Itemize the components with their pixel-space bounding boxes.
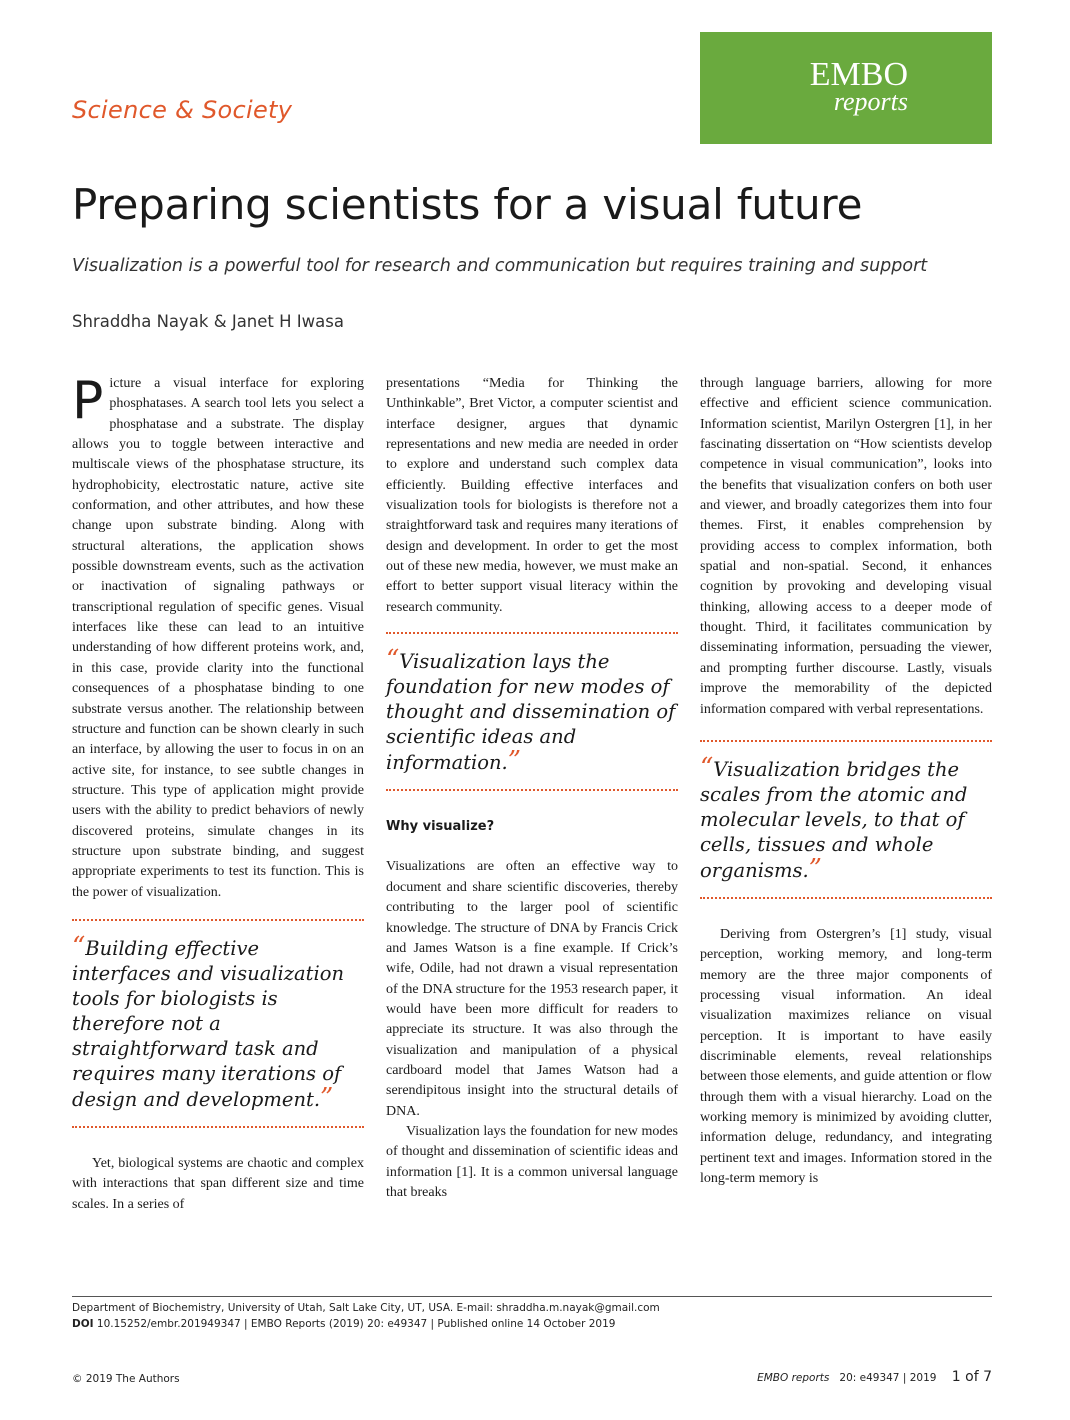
col1-paragraph-2: Yet, biological systems are chaotic and complex with interactions that span different size and time scales. In a series of bbox=[72, 1155, 364, 1212]
article-authors: Shraddha Nayak & Janet H Iwasa bbox=[72, 312, 344, 331]
article-subtitle: Visualization is a powerful tool for research and communication but requires training and support bbox=[72, 256, 928, 276]
footer-affiliation-block bbox=[72, 1300, 660, 1332]
col3-paragraph-1: through language barriers, allowing for more effective and efficient science communication. Information scientist, Marilyn Ostergren [1], in her fascinating dissertation on “How scientists develop competence in visual communication”, looks into the benefits that visualization confers on both user and viewer, and broadly categorizes them into four themes. First, it enables comprehension by providing access to complex information, both spatial and non-spatial. Second, it enhances cognition by provoking and developing visual thinking, allowing access to a deeper mode of thought. Third, it facilitates communication by disseminating information, persuading the viewer, and prompting further discourse. Lastly, visuals improve the memorability of the depicted information compared with verbal representations. bbox=[700, 376, 992, 717]
divider bbox=[700, 740, 992, 742]
section-label: Science & Society bbox=[72, 96, 293, 124]
copyright: © 2019 The Authors bbox=[72, 1373, 180, 1385]
column-1 bbox=[72, 371, 364, 1215]
divider bbox=[72, 1126, 364, 1128]
column-2 bbox=[386, 374, 678, 1203]
column-3 bbox=[700, 374, 992, 1189]
close-quote-mark: ” bbox=[808, 853, 822, 884]
pull-quote-1-text: Building effective interfaces and visualization tools for biologists is therefore not a straightforward task and requires many iterations of design and development. bbox=[72, 936, 345, 1111]
divider bbox=[72, 919, 364, 921]
col2-paragraph-2: Visualizations are often an effective way to document and share scientific discoveries, thereby contributing to the larger pool of scientific knowledge. The structure of DNA by Francis Crick and James Watson is a fine example. If Crick’s wife, Odile, had not drawn a visual representation of the DNA structure for the 1953 research paper, it would have been more difficult for readers to appreciate its structure. It was also through the visualization and manipulation of a physical cardboard model that James Watson had a serendipitous insight into the structural details of DNA. bbox=[386, 859, 678, 1119]
article-title: Preparing scientists for a visual future bbox=[72, 180, 863, 229]
logo-reports-text: reports bbox=[833, 87, 908, 116]
pull-quote-1 bbox=[72, 931, 364, 1113]
logo-embo-text: EMBO bbox=[809, 56, 908, 93]
pull-quote-2 bbox=[386, 645, 678, 777]
drop-cap: P bbox=[72, 371, 104, 431]
open-quote-mark: “ bbox=[386, 645, 400, 676]
divider bbox=[386, 789, 678, 791]
pull-quote-2-text: Visualization lays the foundation for new modes of thought and dissemination of scientific ideas and information. bbox=[386, 650, 676, 775]
divider bbox=[386, 632, 678, 634]
col2-paragraph-3: Visualization lays the foundation for new modes of thought and dissemination of scientific ideas and information [1]. It is a common universal language that breaks bbox=[386, 1123, 678, 1200]
volume-info: 20: e49347 | 2019 bbox=[839, 1372, 937, 1384]
doi-label: DOI bbox=[72, 1318, 94, 1330]
col3-paragraph-2: Deriving from Ostergren’s [1] study, visual perception, working memory, and long-term memory are the three major components of processing visual information. An ideal visualization maximizes reliance on visual perception. It is important to have easily discriminable elements, reveal relationships between those elements, and guide attention or flow through them with a visual hierarchy. Load on the working memory is minimized by avoiding clutter, information deluge, redundancy, and integrating pertinent text and images. Information stored in the long-term memory is bbox=[700, 926, 992, 1186]
close-quote-mark: ” bbox=[320, 1082, 334, 1113]
section-heading: Why visualize? bbox=[386, 819, 495, 835]
open-quote-mark: “ bbox=[700, 752, 714, 783]
col1-paragraph-1-text: icture a visual interface for exploring phosphatases. A search tool lets you select a phosphatase and a substrate. The display allows you to toggle between interactive and multiscale views of the phosphatase structure, its hydrophobicity, electrostatic nature, active site conformation, and other attributes, and how these change upon substrate binding. Along with structural alterations, the application shows possible downstream events, such as the activation or inactivation of signaling pathways or transcriptional regulation of specific genes. Visual interfaces like these can lead to an intuitive understanding of how different proteins work, and, in this case, provide clarity into the functional consequences of a phosphatase binding to one substrate versus another. The relationship between structure and function can be shown clearly in such an interface, by allowing the user to focus in on an active site, for instance, to see subtle changes in structure. This type of application might provide users with the ability to predict behaviors of newly discovered proteins, simulate changes in its structure upon substrate binding, and suggest appropriate experiments to test its function. This is the power of visualization. bbox=[72, 376, 364, 900]
affiliation: Department of Biochemistry, University of Utah, Salt Lake City, UT, USA. E-mail: shraddha.m.nayak@gmail.com bbox=[72, 1302, 660, 1314]
page-info bbox=[757, 1369, 992, 1385]
col1-paragraph-1 bbox=[72, 371, 364, 903]
pull-quote-3 bbox=[700, 752, 992, 884]
doi-line bbox=[72, 1316, 660, 1332]
journal-logo bbox=[700, 32, 992, 144]
doi-text: 10.15252/embr.201949347 | EMBO Reports (2019) 20: e49347 | Published online 14 October 2019 bbox=[96, 1318, 616, 1330]
col2-paragraph-1: presentations “Media for Thinking the Unthinkable”, Bret Victor, a computer scientist and interface designer, argues that dynamic representations and new media are needed in order to explore and understand such complex data efficiently. Building effective interfaces and visualization tools for biologists is therefore not a straightforward task and requires many iterations of design and development. In order to get the most out of these new media, however, we must make an effort to better support visual literacy within the research community. bbox=[386, 376, 678, 615]
journal-name: EMBO reports bbox=[757, 1372, 830, 1384]
footer-rule bbox=[72, 1296, 992, 1297]
open-quote-mark: “ bbox=[72, 931, 86, 962]
close-quote-mark: ” bbox=[507, 746, 522, 777]
pull-quote-3-text: Visualization bridges the scales from the atomic and molecular levels, to that of cells, tissues and whole organisms. bbox=[700, 757, 968, 882]
divider bbox=[700, 897, 992, 899]
page-number: 1 of 7 bbox=[951, 1369, 992, 1385]
